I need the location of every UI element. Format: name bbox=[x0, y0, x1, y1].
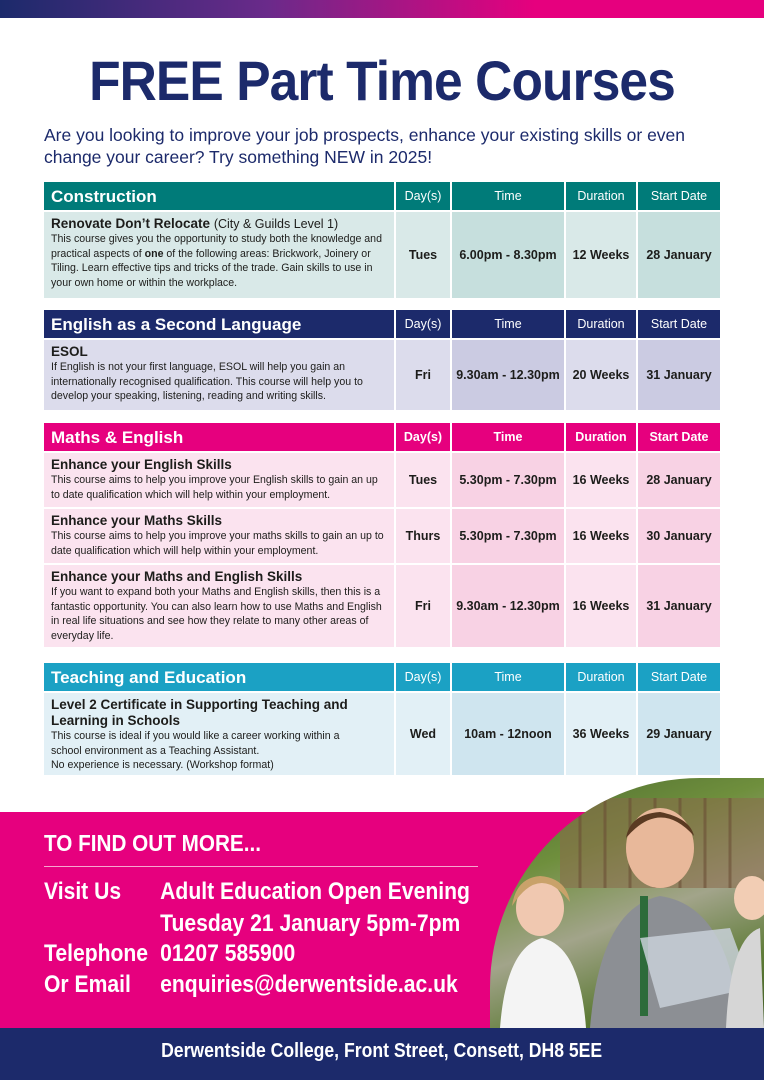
col-days: Day(s) bbox=[394, 310, 450, 338]
col-duration: Duration bbox=[564, 423, 636, 451]
section-header bbox=[44, 423, 720, 451]
col-time: Time bbox=[450, 423, 564, 451]
course-desc: This course aims to help you improve your maths skills to gain an up to date qualification which will help within your employment. bbox=[51, 530, 384, 557]
section-teaching-education bbox=[44, 663, 720, 775]
top-gradient-bar bbox=[0, 0, 764, 18]
visit-line bbox=[44, 878, 470, 906]
col-days: Day(s) bbox=[394, 423, 450, 451]
course-duration: 16 Weeks bbox=[564, 565, 636, 647]
section-title: Teaching and Education bbox=[51, 668, 247, 687]
visit-date: Tuesday 21 January 5pm-7pm bbox=[160, 910, 461, 937]
course-title: Enhance your Maths Skills bbox=[51, 513, 223, 528]
course-desc: This course aims to help you improve your English skills to gain an up to date qualification which will help within your employment. bbox=[51, 474, 378, 501]
col-time: Time bbox=[450, 182, 564, 210]
section-title: Maths & English bbox=[51, 428, 184, 447]
email-line bbox=[44, 971, 458, 999]
course-title: Enhance your English Skills bbox=[51, 457, 232, 472]
course-desc: If you want to expand both your Maths and English skills, then this is a fantastic opportunity. You can also learn how to use Maths and English in real life situations and see how they relate to many other areas of everyday life. bbox=[51, 586, 382, 642]
address-bar bbox=[0, 1028, 764, 1080]
course-subtitle: (City & Guilds Level 1) bbox=[213, 217, 339, 231]
course-desc-part: of the following areas: Brickwork, Joinery or Tiling. Learn effective tips and tricks of the trade. Gain skills to use in your own home or within the workplace. bbox=[51, 247, 373, 289]
course-start-date: 30 January bbox=[636, 509, 720, 563]
course-start-date: 31 January bbox=[636, 565, 720, 647]
course-row bbox=[44, 691, 720, 775]
course-time: 6.00pm - 8.30pm bbox=[450, 212, 564, 298]
phone-line bbox=[44, 940, 295, 968]
col-days: Day(s) bbox=[394, 182, 450, 210]
course-row bbox=[44, 210, 720, 298]
col-time: Time bbox=[450, 310, 564, 338]
course-time: 5.30pm - 7.30pm bbox=[450, 509, 564, 563]
divider bbox=[44, 866, 478, 867]
course-title: Renovate Don’t Relocate bbox=[51, 216, 211, 231]
course-duration: 12 Weeks bbox=[564, 212, 636, 298]
course-description bbox=[44, 565, 394, 647]
course-days: Thurs bbox=[394, 509, 450, 563]
section-header bbox=[44, 663, 720, 691]
course-days: Tues bbox=[394, 453, 450, 507]
email-label: Or Email bbox=[44, 971, 131, 998]
course-description bbox=[44, 453, 394, 507]
course-days: Tues bbox=[394, 212, 450, 298]
course-start-date: 29 January bbox=[636, 693, 720, 775]
course-row bbox=[44, 507, 720, 563]
phone-number[interactable]: 01207 585900 bbox=[160, 940, 296, 967]
course-start-date: 31 January bbox=[636, 340, 720, 410]
course-row bbox=[44, 563, 720, 647]
course-description bbox=[44, 509, 394, 563]
course-description bbox=[44, 693, 394, 775]
visit-date-line bbox=[44, 910, 460, 938]
course-row bbox=[44, 451, 720, 507]
course-start-date: 28 January bbox=[636, 212, 720, 298]
college-address: Derwentside College, Front Street, Consett, DH8 5EE bbox=[161, 1040, 603, 1062]
col-duration: Duration bbox=[564, 663, 636, 691]
col-start-date: Start Date bbox=[636, 423, 720, 451]
section-title: English as a Second Language bbox=[51, 315, 302, 334]
course-time: 10am - 12noon bbox=[450, 693, 564, 775]
course-time: 9.30am - 12.30pm bbox=[450, 565, 564, 647]
visit-label: Visit Us bbox=[44, 878, 122, 905]
course-duration: 36 Weeks bbox=[564, 693, 636, 775]
section-header bbox=[44, 310, 720, 338]
course-desc-note: No experience is necessary. (Workshop format) bbox=[51, 759, 274, 771]
section-header bbox=[44, 182, 720, 210]
phone-label: Telephone bbox=[44, 940, 149, 967]
col-days: Day(s) bbox=[394, 663, 450, 691]
course-duration: 20 Weeks bbox=[564, 340, 636, 410]
course-description bbox=[44, 212, 394, 298]
col-duration: Duration bbox=[564, 182, 636, 210]
section-title: Construction bbox=[51, 187, 157, 206]
course-description bbox=[44, 340, 394, 410]
course-days: Fri bbox=[394, 340, 450, 410]
col-start-date: Start Date bbox=[636, 310, 720, 338]
course-title: Level 2 Certificate in Supporting Teaching and Learning in Schools bbox=[51, 697, 348, 728]
course-desc-part: This course gives you the opportunity to study both the knowledge and practical aspects of bbox=[51, 233, 382, 260]
course-desc-bold: one bbox=[144, 247, 164, 260]
course-title: ESOL bbox=[51, 344, 88, 359]
course-days: Wed bbox=[394, 693, 450, 775]
col-time: Time bbox=[450, 663, 564, 691]
col-start-date: Start Date bbox=[636, 182, 720, 210]
col-start-date: Start Date bbox=[636, 663, 720, 691]
course-row bbox=[44, 338, 720, 410]
course-desc: This course is ideal if you would like a career working within a school environment as a Teaching Assistant. bbox=[51, 730, 340, 757]
intro-text: Are you looking to improve your job prospects, enhance your existing skills or even change your career? Try something NEW in 2025! bbox=[44, 125, 686, 167]
email-address[interactable]: enquiries@derwentside.ac.uk bbox=[160, 971, 458, 998]
course-duration: 16 Weeks bbox=[564, 453, 636, 507]
course-start-date: 28 January bbox=[636, 453, 720, 507]
course-title: Enhance your Maths and English Skills bbox=[51, 569, 303, 584]
section-construction bbox=[44, 182, 720, 298]
col-duration: Duration bbox=[564, 310, 636, 338]
course-time: 5.30pm - 7.30pm bbox=[450, 453, 564, 507]
section-esol bbox=[44, 310, 720, 410]
course-duration: 16 Weeks bbox=[564, 509, 636, 563]
course-desc: If English is not your first language, ESOL will help you gain an internationally recognised qualification. This course will help you to develop your speaking, listening, reading and writing skills. bbox=[51, 361, 363, 402]
course-days: Fri bbox=[394, 565, 450, 647]
section-maths-english bbox=[44, 423, 720, 647]
find-out-heading: TO FIND OUT MORE... bbox=[44, 830, 261, 856]
page-title: FREE Part Time Courses bbox=[89, 49, 675, 112]
course-time: 9.30am - 12.30pm bbox=[450, 340, 564, 410]
visit-event: Adult Education Open Evening bbox=[160, 878, 470, 905]
